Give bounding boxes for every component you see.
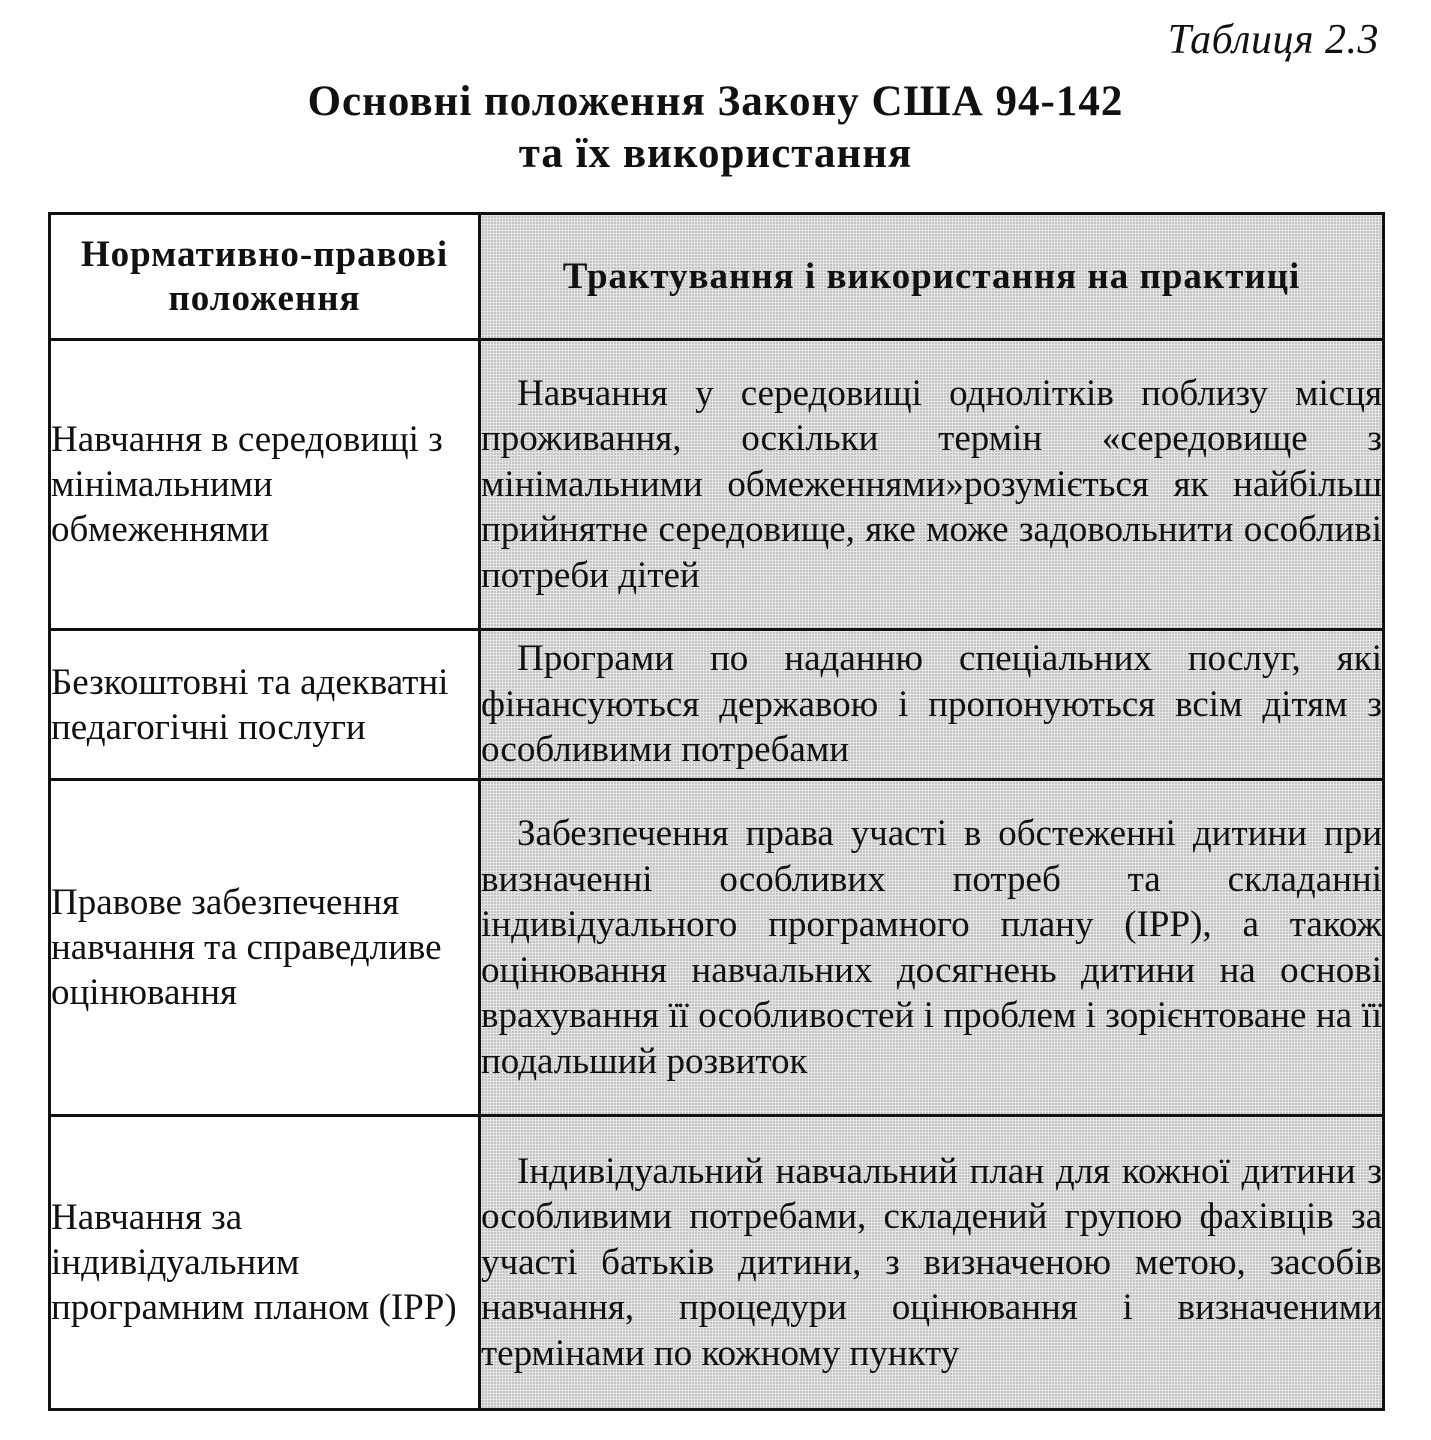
table-title-line-2: та їх використання [518, 130, 913, 177]
provisions-table [48, 212, 1385, 1411]
table-header-row [50, 214, 1384, 340]
table-title [0, 76, 1431, 180]
header-interpretation: Трактування і використання на практиці [480, 214, 1384, 340]
provision-cell: Навчання в середовищі з мінімальними обмеженнями [50, 340, 480, 630]
interpretation-cell: Навчання у середовищі однолітків поблизу місця проживання, оскільки термін «середовище з мінімальними обмеженнями»розуміється як найбільш прийнятне середовище, яке може задовольнити особливі потреби дітей [480, 340, 1384, 630]
provision-cell: Навчання за індивідуальним програмним планом (IPP) [50, 1116, 480, 1410]
table-row [50, 340, 1384, 630]
table-number-label: Таблиця 2.3 [1167, 17, 1379, 63]
provision-cell: Правове забезпечення навчання та справедливе оцінювання [50, 780, 480, 1116]
interpretation-cell: Забезпечення права участі в обстеженні дитини при визначенні особливих потреб та складанні індивідуального програмного плану (IPP), а також оцінювання навчальних досягнень дитини на основі врахування її особливостей і проблем і зорієнтоване на її подальший розвиток [480, 780, 1384, 1116]
interpretation-cell: Індивідуальний навчальний план для кожної дитини з особливими потребами, складений групою фахівців за участі батьків дитини, з визначеною метою, засобів навчання, процедури оцінювання і визначеними термінами по кожному пункту [480, 1116, 1384, 1410]
table-row [50, 780, 1384, 1116]
provision-cell: Безкоштовні та адекватні педагогічні послуги [50, 630, 480, 780]
table-title-line-1: Основні положення Закону США 94-142 [307, 78, 1124, 125]
table-row [50, 1116, 1384, 1410]
interpretation-cell: Програми по наданню спеціальних послуг, які фінансуються державою і пропонуються всім дітям з особливими потребами [480, 630, 1384, 780]
table-row [50, 630, 1384, 780]
header-provisions: Нормативно-правові положення [50, 214, 480, 340]
